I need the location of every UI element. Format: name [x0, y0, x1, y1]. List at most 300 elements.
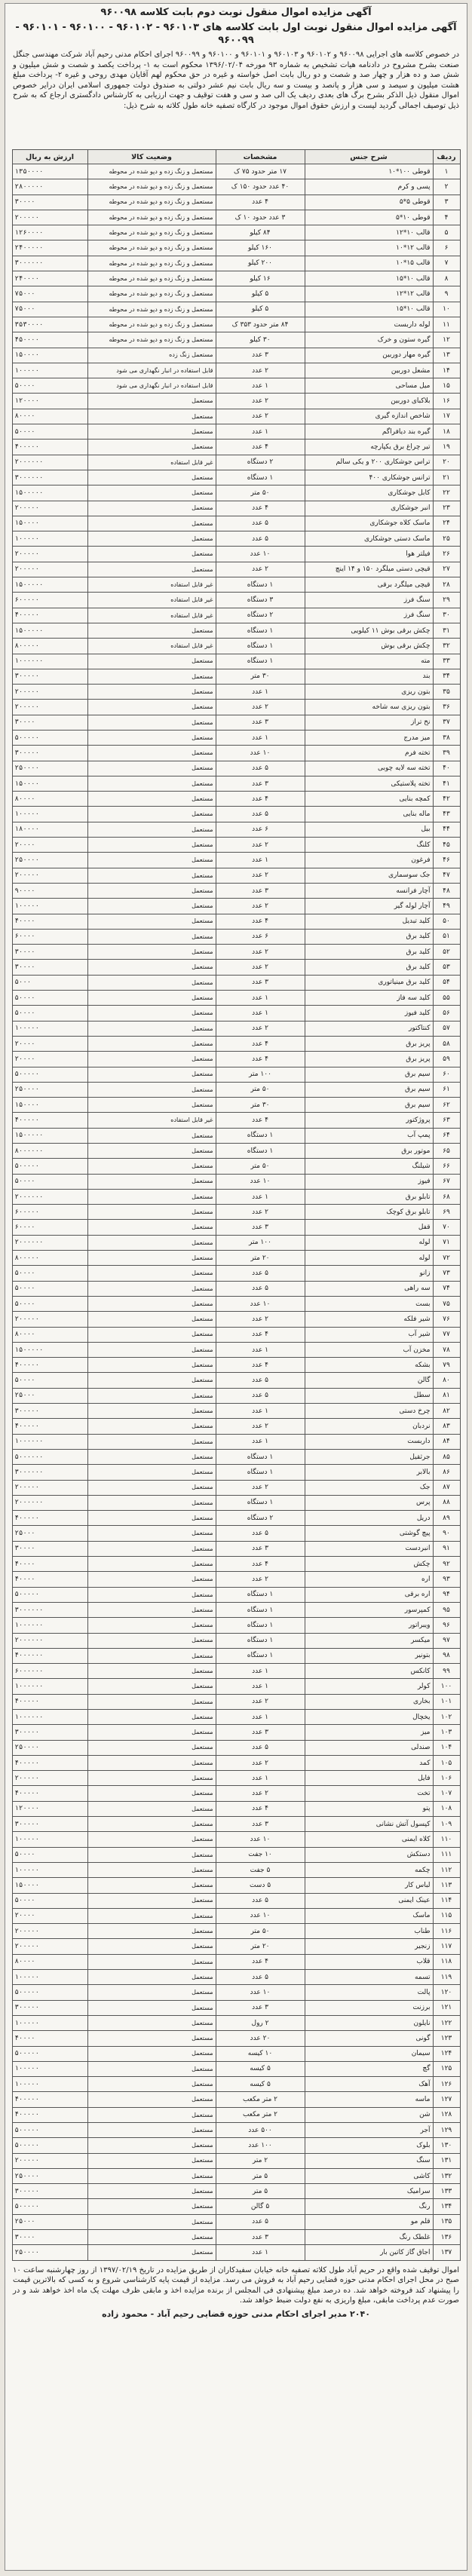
item-condition: مستعمل	[87, 838, 216, 853]
item-condition: مستعمل	[87, 1404, 216, 1419]
item-spec: ۲ عدد	[216, 562, 305, 577]
item-condition: مستعمل	[87, 853, 216, 868]
item-name: قالب ۱۰*۱۵	[305, 302, 433, 317]
item-value: ۱۰۰۰۰۰	[12, 899, 87, 914]
table-row	[12, 1755, 460, 1770]
item-spec: ۱ عدد	[216, 424, 305, 440]
table-row	[12, 2245, 460, 2260]
item-condition: مستعمل و زنگ زده و دپو شده در محوطه	[87, 210, 216, 225]
table-row	[12, 1817, 460, 1832]
item-condition: مستعمل	[87, 1205, 216, 1220]
item-value: ۸۰۰۰۰۰	[12, 1251, 87, 1266]
item-name: بیل	[305, 822, 433, 837]
table-row	[12, 868, 460, 883]
item-value: ۱۰۰۰۰۰	[12, 1862, 87, 1877]
notice-intro: در خصوص کلاسه های اجرایی ۹۶۰۰۹۸ و ۹۶۰۱۰۲ و ۹۶۰۱۰۳ و ۹۶۰۱۰۱ و ۹۶۰۱۰۰ و ۹۶۰۰۹۹ اجرای احکام مدنی رحیم آباد شرکت مهندسی جنگل صنعت بشرح مشروح در دادنامه هیات تشخیص به شماره ۹۳ مورخه ۱۳۹۶/۰۲/۰۴ محکوم است به ۱- پرداخت یکصد و شصت و شش میلیون و شش صد و ده هزار و چهار صد و شصت و دو ریال بابت اصل خواسته و غیره در حق محکوم لهم آقایان مهدی روحی و غیره ۲- پرداخت مبلغ هشت میلیون و سیصد و سی هزار و پانصد و بیست و سه ریال بابت نیم عشر دولتی به صندوق دولت جمهوری اسلامی ایران درایر خصوص اموال منقول ذیل الذکر بشرح برگ های بعدی ردیف یک الی صد و سی و هفت توقیف و جهت ارزیابی به کارشناس دادگستری ارجاع که به شرح ذیل توصیف اجمالی گردید لیست و ارزش حقوق اموال موجود در کارگاه تصفیه خانه طول کلاته به شرح ذیل:	[13, 51, 460, 110]
item-name: انبردست	[305, 1541, 433, 1556]
item-condition: مستعمل	[87, 1052, 216, 1067]
item-name: مشعل دوربین	[305, 363, 433, 378]
item-name: پریز برق	[305, 1036, 433, 1051]
item-name: کمچه بنایی	[305, 792, 433, 807]
table-row	[12, 1067, 460, 1082]
item-value: ۵۰۰۰۰	[12, 1296, 87, 1311]
table-row	[12, 1312, 460, 1327]
item-spec: ۵۰ متر	[216, 485, 305, 501]
auction-notice-sheet	[5, 3, 467, 2571]
item-name: ترانس جوشکاری ۴۰۰	[305, 470, 433, 485]
row-number: ۴۵	[433, 838, 460, 853]
row-number: ۱۱۵	[433, 1908, 460, 1923]
item-name: تخت	[305, 1786, 433, 1801]
item-name: بشکه	[305, 1358, 433, 1373]
item-value: ۳۰۰۰۰۰۰	[12, 470, 87, 485]
item-spec: ۴ عدد	[216, 195, 305, 210]
table-row	[12, 547, 460, 562]
row-number: ۳۹	[433, 746, 460, 761]
row-number: ۲	[433, 179, 460, 195]
item-spec: ۲ عدد	[216, 1694, 305, 1709]
item-spec: ۵ کیلو	[216, 302, 305, 317]
item-value: ۱۰۰۰۰۰	[12, 1970, 87, 1985]
table-row	[12, 1648, 460, 1663]
row-number: ۸۰	[433, 1373, 460, 1388]
row-number: ۳	[433, 195, 460, 210]
item-condition: مستعمل	[87, 1648, 216, 1663]
table-row	[12, 210, 460, 225]
item-spec: ۲ عدد	[216, 409, 305, 424]
item-name: قوطی ۱۰۰*۱۰	[305, 164, 433, 179]
item-name: تخته پلاستیکی	[305, 776, 433, 791]
item-spec: ۳ عدد	[216, 883, 305, 898]
table-row	[12, 1052, 460, 1067]
item-name: دریل	[305, 1511, 433, 1526]
item-name: قوطی ۱۰*۵	[305, 210, 433, 225]
item-value: ۱۲۶۰۰۰۰	[12, 225, 87, 240]
item-spec: ۲ عدد	[216, 700, 305, 715]
row-number: ۶۱	[433, 1082, 460, 1097]
item-name: چکمه	[305, 1862, 433, 1877]
item-name: تابلو برق	[305, 1189, 433, 1204]
item-condition: مستعمل	[87, 1388, 216, 1403]
item-value: ۲۸۰۰۰۰۰	[12, 179, 87, 195]
item-condition: مستعمل	[87, 1985, 216, 2000]
item-value: ۵۰۰۰۰۰	[12, 2199, 87, 2214]
item-name: تابلو برق کوچک	[305, 1205, 433, 1220]
item-value: ۲۰۰۰۰۰	[12, 1312, 87, 1327]
table-row	[12, 1189, 460, 1204]
table-row	[12, 1893, 460, 1908]
row-number: ۱۱۹	[433, 1970, 460, 1985]
item-spec: ۱ عدد	[216, 1434, 305, 1449]
table-row	[12, 1541, 460, 1556]
item-condition: مستعمل	[87, 2015, 216, 2030]
item-name: بالابر	[305, 1465, 433, 1480]
item-name: قالب ۱۰*۱۲	[305, 225, 433, 240]
item-condition: قابل استفاده در انبار نگهداری می شود	[87, 378, 216, 394]
row-number: ۴۴	[433, 822, 460, 837]
item-value: ۲۰۰۰۰	[12, 1036, 87, 1051]
item-name: جرثقیل	[305, 1449, 433, 1464]
item-condition: مستعمل	[87, 1587, 216, 1602]
table-row	[12, 516, 460, 531]
item-value: ۱۸۰۰۰۰	[12, 822, 87, 837]
table-row	[12, 1725, 460, 1740]
item-condition: مستعمل	[87, 547, 216, 562]
item-value: ۴۰۰۰۰۰	[12, 2107, 87, 2122]
item-spec: ۱ عدد	[216, 378, 305, 394]
item-condition: مستعمل	[87, 1358, 216, 1373]
item-name: قالب ۱۲*۱۰	[305, 240, 433, 256]
item-condition: مستعمل و زنگ زده و دپو شده در محوطه	[87, 286, 216, 302]
item-value: ۲۰۰۰۰۰۰	[12, 1495, 87, 1510]
row-number: ۱۱۷	[433, 1939, 460, 1954]
item-condition: مستعمل	[87, 501, 216, 516]
item-value: ۵۰۰۰۰۰	[12, 1587, 87, 1602]
item-condition: مستعمل	[87, 899, 216, 914]
item-condition: مستعمل	[87, 623, 216, 638]
item-value: ۳۰۰۰۰	[12, 195, 87, 210]
table-row	[12, 2046, 460, 2061]
item-spec: ۱ دستگاه	[216, 470, 305, 485]
item-name: قیچی دستی میلگرد ۱۵۰ و ۱۴ اینچ	[305, 562, 433, 577]
table-row	[12, 1786, 460, 1801]
item-condition: مستعمل	[87, 1709, 216, 1724]
row-number: ۸۱	[433, 1388, 460, 1403]
row-number: ۱۰۰	[433, 1679, 460, 1694]
item-value: ۱۵۰۰۰۰۰	[12, 1342, 87, 1357]
table-row	[12, 1970, 460, 1985]
item-condition: مستعمل	[87, 1664, 216, 1679]
item-spec: ۱ عدد	[216, 991, 305, 1006]
table-row	[12, 914, 460, 929]
item-spec: ۱ دستگاه	[216, 1602, 305, 1617]
table-row	[12, 1771, 460, 1786]
row-number: ۹۱	[433, 1541, 460, 1556]
item-value: ۸۰۰۰۰	[12, 1954, 87, 1969]
row-number: ۷۳	[433, 1266, 460, 1281]
row-number: ۸۷	[433, 1480, 460, 1495]
item-condition: مستعمل	[87, 1740, 216, 1755]
item-value: ۵۰۰۰۰	[12, 1847, 87, 1862]
row-number: ۵۰	[433, 914, 460, 929]
item-value: ۲۵۰۰۰۰	[12, 1082, 87, 1097]
row-number: ۱۲۶	[433, 2077, 460, 2092]
col-condition: وضعیت کالا	[87, 150, 216, 164]
item-name: تسمه	[305, 1970, 433, 1985]
table-row	[12, 1740, 460, 1755]
item-spec: ۴ عدد	[216, 1358, 305, 1373]
item-spec: ۱ دستگاه	[216, 1128, 305, 1143]
table-row	[12, 853, 460, 868]
row-number: ۶۶	[433, 1159, 460, 1174]
row-number: ۶	[433, 240, 460, 256]
item-spec: ۱ دستگاه	[216, 1144, 305, 1159]
row-number: ۱۱۳	[433, 1878, 460, 1893]
item-condition: مستعمل	[87, 945, 216, 960]
item-condition: مستعمل	[87, 1511, 216, 1526]
item-condition: مستعمل و زنگ زده و دپو شده در محوطه	[87, 271, 216, 286]
item-condition: مستعمل	[87, 2092, 216, 2107]
row-number: ۱۳۰	[433, 2138, 460, 2153]
item-spec: ۱۶۰ کیلو	[216, 240, 305, 256]
item-condition: مستعمل	[87, 991, 216, 1006]
item-spec: ۲ عدد	[216, 1205, 305, 1220]
item-value: ۱۰۰۰۰۰	[12, 2077, 87, 2092]
item-spec: ۱۰ عدد	[216, 1296, 305, 1311]
item-condition: مستعمل	[87, 1159, 216, 1174]
col-spec: مشخصات	[216, 150, 305, 164]
item-name: کلنگ	[305, 838, 433, 853]
table-row	[12, 2184, 460, 2199]
row-number: ۸۸	[433, 1495, 460, 1510]
item-name: سه راهی	[305, 1281, 433, 1296]
item-value: ۴۵۰۰۰۰	[12, 332, 87, 348]
item-spec: ۱۰ عدد	[216, 547, 305, 562]
item-name: زانو	[305, 1266, 433, 1281]
item-value: ۶۰۰۰۰	[12, 929, 87, 944]
row-number: ۳۴	[433, 669, 460, 684]
item-spec: ۵۰ متر	[216, 1924, 305, 1939]
item-condition: مستعمل	[87, 1036, 216, 1051]
item-condition: مستعمل	[87, 1373, 216, 1388]
item-spec: ۵ عدد	[216, 2214, 305, 2229]
item-name: کلید فیوز	[305, 1006, 433, 1021]
item-condition: مستعمل و زنگ زده و دپو شده در محوطه	[87, 332, 216, 348]
row-number: ۳۷	[433, 715, 460, 730]
item-condition: غیر قابل استفاده	[87, 1113, 216, 1128]
item-condition: مستعمل	[87, 715, 216, 730]
table-row	[12, 730, 460, 745]
item-name: نردبان	[305, 1419, 433, 1434]
table-row	[12, 1480, 460, 1495]
item-spec: ۴ عدد	[216, 1327, 305, 1342]
table-row	[12, 2031, 460, 2046]
item-name: بند	[305, 669, 433, 684]
item-spec: ۳ عدد	[216, 776, 305, 791]
items-table-body	[12, 164, 460, 2261]
item-spec: ۱ عدد	[216, 1771, 305, 1786]
item-condition: غیر قابل استفاده	[87, 608, 216, 623]
row-number: ۹۹	[433, 1664, 460, 1679]
table-row	[12, 1419, 460, 1434]
item-name: اره برقی	[305, 1587, 433, 1602]
item-value: ۳۰۰۰۰۰	[12, 2184, 87, 2199]
item-name: قلم مو	[305, 2214, 433, 2229]
table-row	[12, 363, 460, 378]
row-number: ۶۵	[433, 1144, 460, 1159]
item-condition: غیر قابل استفاده	[87, 455, 216, 470]
item-name: قفل	[305, 1220, 433, 1235]
item-spec: ۵ عدد	[216, 1373, 305, 1388]
item-spec: ۱ دستگاه	[216, 1587, 305, 1602]
item-spec: ۵ متر	[216, 2184, 305, 2199]
item-value: ۱۰۰۰۰۰۰	[12, 1618, 87, 1633]
item-spec: ۳ عدد	[216, 2000, 305, 2015]
row-number: ۹۴	[433, 1587, 460, 1602]
item-value: ۴۰۰۰۰۰	[12, 608, 87, 623]
item-spec: ۱۰۰ عدد	[216, 2138, 305, 2153]
row-number: ۱۳۲	[433, 2168, 460, 2183]
table-row	[12, 1618, 460, 1633]
item-condition: مستعمل	[87, 2214, 216, 2229]
table-row	[12, 822, 460, 837]
row-number: ۵۲	[433, 945, 460, 960]
row-number: ۱۰۳	[433, 1725, 460, 1740]
item-name: چکش	[305, 1557, 433, 1572]
row-number: ۶۴	[433, 1128, 460, 1143]
row-number: ۶۰	[433, 1067, 460, 1082]
row-number: ۲۶	[433, 547, 460, 562]
item-name: میز	[305, 1725, 433, 1740]
item-value: ۱۰۰۰۰۰۰	[12, 1679, 87, 1694]
row-number: ۱۱	[433, 317, 460, 332]
row-number: ۹۷	[433, 1633, 460, 1648]
item-spec: ۱ عدد	[216, 1189, 305, 1204]
item-name: بست	[305, 1296, 433, 1311]
row-number: ۱۰۱	[433, 1694, 460, 1709]
item-value: ۴۰۰۰۰	[12, 1557, 87, 1572]
item-value: ۲۵۰۰۰۰	[12, 1740, 87, 1755]
item-spec: ۱ دستگاه	[216, 1618, 305, 1633]
item-condition: مستعمل	[87, 822, 216, 837]
table-row	[12, 1862, 460, 1877]
table-row	[12, 2015, 460, 2030]
item-condition: مستعمل	[87, 2107, 216, 2122]
row-number: ۹	[433, 286, 460, 302]
table-row	[12, 1404, 460, 1419]
item-spec: ۴ عدد	[216, 1052, 305, 1067]
item-name: فایل	[305, 1771, 433, 1786]
item-condition: مستعمل و زنگ زده و دپو شده در محوطه	[87, 240, 216, 256]
table-row	[12, 1801, 460, 1816]
item-spec: ۱ دستگاه	[216, 654, 305, 669]
item-name: پیچ گوشتی	[305, 1526, 433, 1541]
item-spec: ۵ عدد	[216, 807, 305, 822]
item-value: ۸۰۰۰۰۰۰	[12, 1144, 87, 1159]
item-value: ۵۰۰۰۰	[12, 1266, 87, 1281]
table-row	[12, 1358, 460, 1373]
table-header-row	[12, 150, 460, 164]
item-value: ۵۰۰۰۰۰	[12, 730, 87, 745]
row-number: ۱۲۸	[433, 2107, 460, 2122]
item-value: ۳۰۰۰۰	[12, 1541, 87, 1556]
item-condition: مستعمل	[87, 1679, 216, 1694]
notice-title-1: آگهی مزایده اموال منقول نوبت دوم بابت کلاسه ۹۶۰۰۹۸	[100, 7, 372, 18]
item-value: ۴۰۰۰۰۰	[12, 1511, 87, 1526]
item-value: ۵۰۰۰۰۰	[12, 1985, 87, 2000]
row-number: ۲۸	[433, 577, 460, 593]
item-name: سنگ	[305, 2153, 433, 2168]
item-spec: ۳۰ متر	[216, 1098, 305, 1113]
item-condition: مستعمل	[87, 1128, 216, 1143]
item-value: ۳۰۰۰۰	[12, 2230, 87, 2245]
item-condition: مستعمل	[87, 792, 216, 807]
item-condition: مستعمل	[87, 1082, 216, 1097]
row-number: ۸	[433, 271, 460, 286]
item-spec: ۳ عدد	[216, 975, 305, 990]
item-spec: ۲ رول	[216, 2015, 305, 2030]
item-name: سرامیک	[305, 2184, 433, 2199]
item-spec: ۳ عدد	[216, 1541, 305, 1556]
item-spec: ۳ دستگاه	[216, 593, 305, 608]
item-value: ۲۵۰۰۰	[12, 2214, 87, 2229]
items-table	[12, 149, 461, 2261]
table-row	[12, 1526, 460, 1541]
notice-footer: اموال توقیف شده واقع در حریم آباد طول کلاته تصفیه خانه خیابان سفیدکاران از طریق مزایده در تاریخ ۱۳۹۷/۰۲/۱۹ از روز چهارشنبه ساعت ۱۰ صبح در محل اجرای احکام مدنی حوزه قضایی رحیم آباد به فروش می رسد. مزایده از قیمت پایه کارشناسی شروع و به کسی که بالاترین قیمت را پیشنهاد کند فروخته خواهد شد. ده درصد مبلغ پیشنهادی فی المجلس از برنده مزایده اخذ و مابقی ظرف مهلت یک ماه اخذ خواهد شد و در صورت عدم پرداخت مابقی، مبلغ واریزی به نفع دولت ضبط خواهد شد.	[13, 2265, 459, 2305]
table-row	[12, 2092, 460, 2107]
item-value: ۵۰۰۰۰	[12, 1893, 87, 1908]
item-condition: مستعمل و زنگ زده و دپو شده در محوطه	[87, 302, 216, 317]
item-value: ۳۰۰۰۰	[12, 715, 87, 730]
item-spec: ۱۰ عدد	[216, 1985, 305, 2000]
item-spec: ۸۴ کیلو	[216, 225, 305, 240]
row-number: ۱۱۱	[433, 1847, 460, 1862]
item-condition: مستعمل	[87, 470, 216, 485]
table-row	[12, 577, 460, 593]
table-row	[12, 1327, 460, 1342]
item-condition: مستعمل	[87, 685, 216, 700]
item-name: تخته سه لایه چوبی	[305, 761, 433, 776]
item-condition: مستعمل	[87, 2000, 216, 2015]
item-name: قالب ۱۲*۱۲	[305, 286, 433, 302]
item-name: قیچی میلگرد برقی	[305, 577, 433, 593]
table-row	[12, 2061, 460, 2076]
item-value: ۲۰۰۰۰۰	[12, 685, 87, 700]
row-number: ۴۲	[433, 792, 460, 807]
row-number: ۷۴	[433, 1281, 460, 1296]
row-number: ۱۰۵	[433, 1755, 460, 1770]
item-spec: ۵ عدد	[216, 531, 305, 547]
table-row	[12, 593, 460, 608]
item-value: ۵۰۰۰	[12, 975, 87, 990]
item-condition: مستعمل	[87, 424, 216, 440]
row-number: ۱۳۷	[433, 2245, 460, 2260]
row-number: ۲۵	[433, 531, 460, 547]
item-condition: مستعمل	[87, 914, 216, 929]
item-spec: ۵ عدد	[216, 1281, 305, 1296]
row-number: ۱۱۶	[433, 1924, 460, 1939]
item-name: گیره ستون و خرک	[305, 332, 433, 348]
row-number: ۱۳۱	[433, 2153, 460, 2168]
table-row	[12, 1251, 460, 1266]
item-condition: مستعمل	[87, 1296, 216, 1311]
item-name: بتون ریزی سه شاخه	[305, 700, 433, 715]
table-row	[12, 195, 460, 210]
item-name: لوله	[305, 1251, 433, 1266]
item-condition: مستعمل	[87, 2153, 216, 2168]
item-name: بلاکبای دوربین	[305, 394, 433, 409]
row-number: ۳۲	[433, 639, 460, 654]
item-name: چرخ دستی	[305, 1404, 433, 1419]
item-condition: مستعمل	[87, 1847, 216, 1862]
item-value: ۵۰۰۰۰۰	[12, 1067, 87, 1082]
item-value: ۸۰۰۰۰	[12, 409, 87, 424]
row-number: ۷۷	[433, 1327, 460, 1342]
item-value: ۲۰۰۰۰۰۰	[12, 1633, 87, 1648]
item-spec: ۱۰ کیسه	[216, 2046, 305, 2061]
table-row	[12, 1388, 460, 1403]
item-spec: ۵ کیلو	[216, 286, 305, 302]
table-row	[12, 1694, 460, 1709]
item-value: ۵۰۰۰۰	[12, 424, 87, 440]
item-name: فیوز	[305, 1174, 433, 1189]
table-row	[12, 1098, 460, 1113]
item-value: ۲۵۰۰۰۰	[12, 761, 87, 776]
item-name: کلید برق	[305, 945, 433, 960]
item-name: آهک	[305, 2077, 433, 2092]
row-number: ۱۰۹	[433, 1817, 460, 1832]
item-value: ۱۰۰۰۰۰	[12, 1832, 87, 1847]
